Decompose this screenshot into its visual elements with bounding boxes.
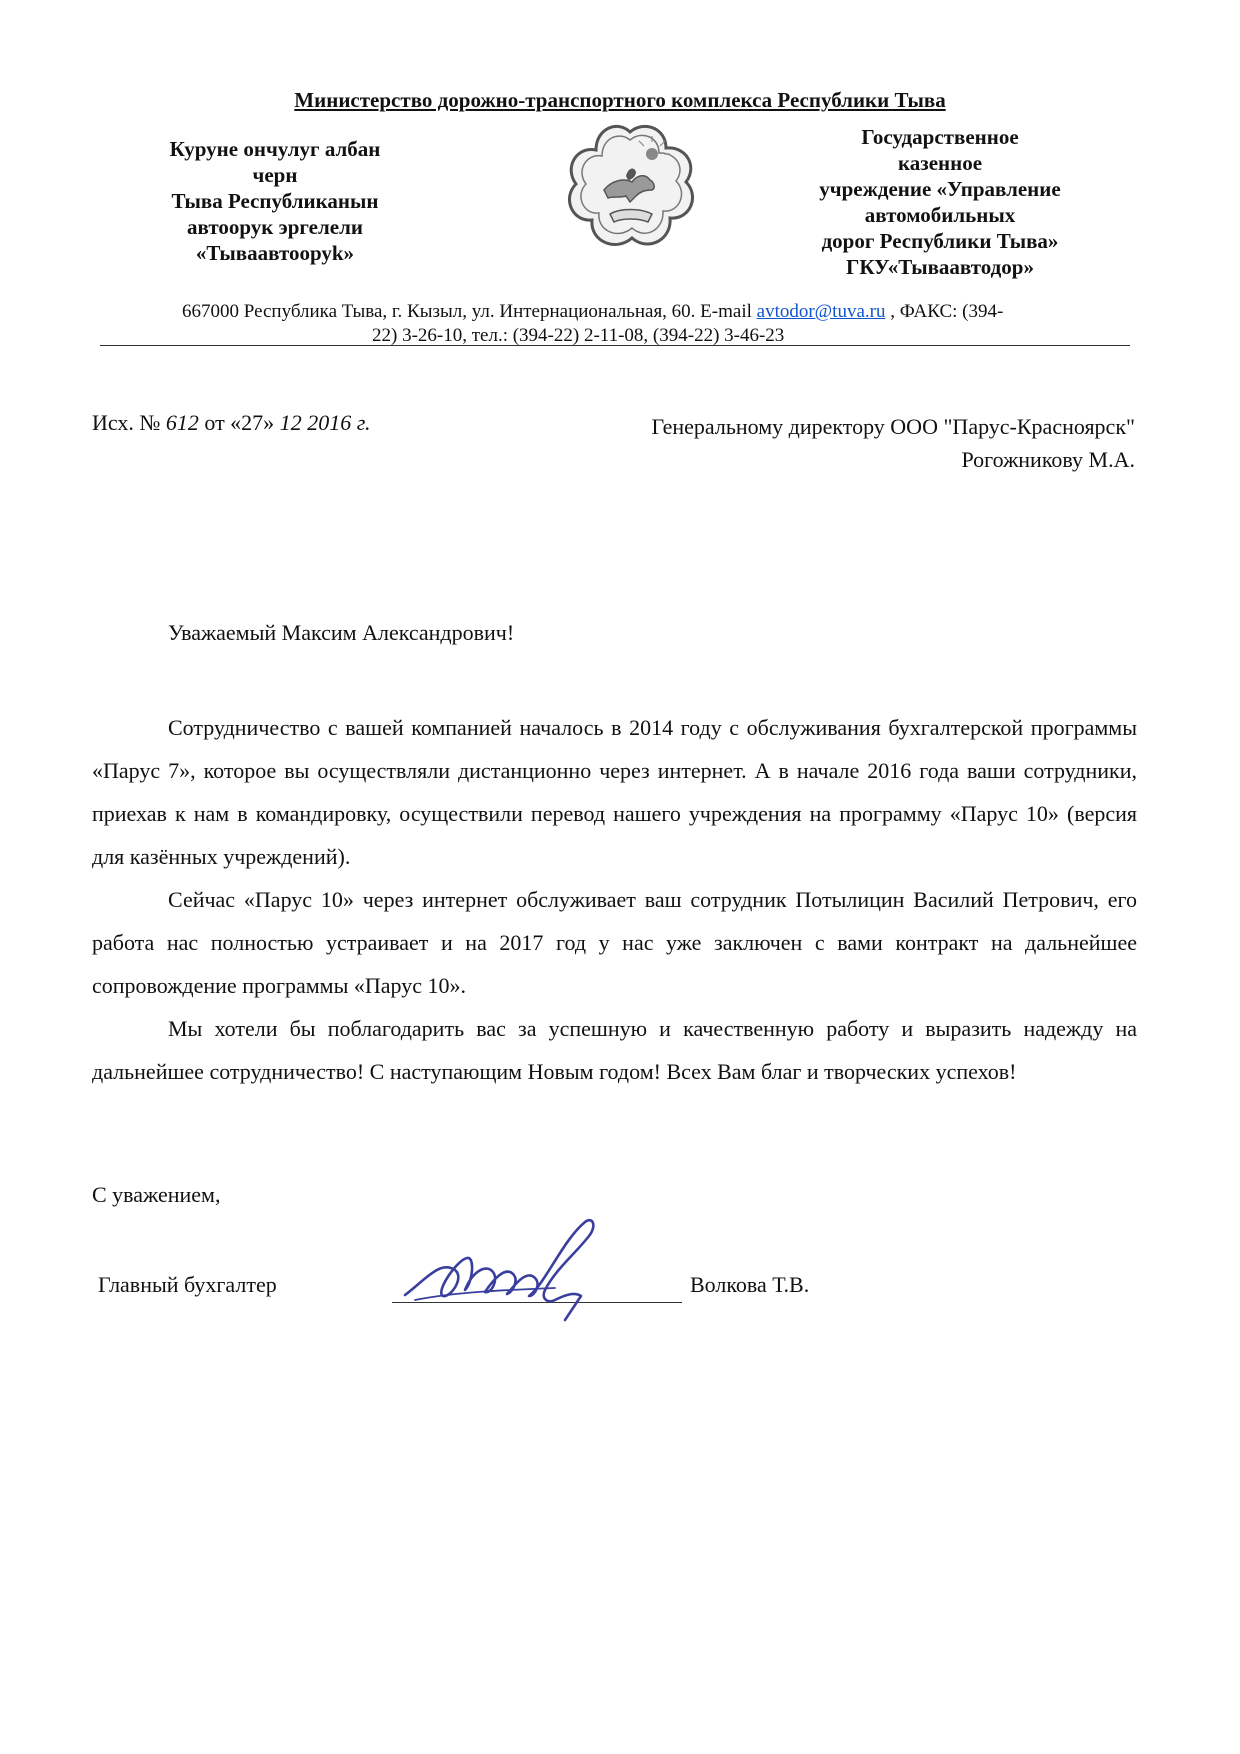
left-org-name (130, 136, 420, 266)
ref-date: 12 2016 (279, 410, 352, 435)
addressee-block (520, 410, 1135, 476)
right-org-line: казенное (897, 151, 983, 175)
ref-suffix: г. (351, 410, 371, 435)
left-org-line: Куруне ончулуг албан (169, 137, 381, 161)
body-paragraph: Мы хотели бы поблагодарить вас за успешную и качественную работу и выразить надежду на дальнейшее сотрудничество! С наступающим Новым годом! Всех Вам благ и творческих успехов! (92, 1016, 1137, 1084)
email-link[interactable]: avtodor@tuva.ru (756, 301, 886, 322)
reference-number (92, 410, 370, 436)
addressee-line: Рогожникову М.А. (961, 447, 1135, 472)
address-text: 667000 Республика Тыва, г. Кызыл, ул. Интернациональная, 60. E-mail (182, 301, 757, 322)
right-org-line: учреждение «Управление (819, 177, 1061, 201)
left-org-line: Тыва Республиканын (171, 189, 379, 213)
signer-position: Главный бухгалтер (98, 1272, 277, 1297)
signature-icon (395, 1200, 645, 1325)
tuva-emblem-icon (560, 118, 700, 258)
closing: С уважением, (92, 1182, 221, 1207)
addressee-line: Генеральному директору ООО "Парус-Красноярск" (651, 414, 1135, 439)
right-org-line: автомобильных (864, 203, 1016, 227)
left-org-line: автоорук эргелели (187, 215, 363, 239)
right-org-line: Государственное (861, 125, 1019, 149)
body-paragraph: Сотрудничество с вашей компанией началось в 2014 году с обслуживания бухгалтерской программы «Парус 7», которое вы осуществляли дистанционно через интернет. А в начале 2016 года ваши сотрудники, приехав к нам в командировку, осуществили перевод нашего учреждения на программу «Парус 10» (версия для казённых учреждений). (92, 715, 1137, 869)
ref-date-prefix: от «27» (198, 410, 280, 435)
address-block (100, 300, 1130, 348)
ministry-title: Министерство дорожно-транспортного комплекса Республики Тыва (294, 88, 946, 112)
address-line-2: 22) 3-26-10, тел.: (394-22) 2-11-08, (394-22) 3-46-23 (372, 325, 785, 346)
fax-text: , ФАКС: (394- (885, 301, 1004, 322)
ref-prefix: Исх. № (92, 410, 166, 435)
right-org-line: дорог Республики Тыва» (821, 229, 1059, 253)
ref-number: 612 (165, 410, 199, 435)
left-org-line: «Тываавтооруk» (195, 241, 355, 265)
left-org-line: черн (252, 163, 298, 187)
body-paragraph: Сейчас «Парус 10» через интернет обслуживает ваш сотрудник Потылицин Василий Петрович, его работа нас полностью устраивает и на 2017 год у нас уже заключен с вами контракт на дальнейшее сопровождение программы «Парус 10». (92, 887, 1137, 998)
salutation: Уважаемый Максим Александрович! (168, 620, 515, 645)
right-org-line: ГКУ«Тываавтодор» (846, 255, 1034, 279)
right-org-name (790, 124, 1090, 280)
signer-name: Волкова Т.В. (690, 1272, 810, 1297)
header-divider (100, 345, 1130, 346)
letter-body (92, 706, 1137, 1093)
address-line-1 (100, 300, 1130, 324)
